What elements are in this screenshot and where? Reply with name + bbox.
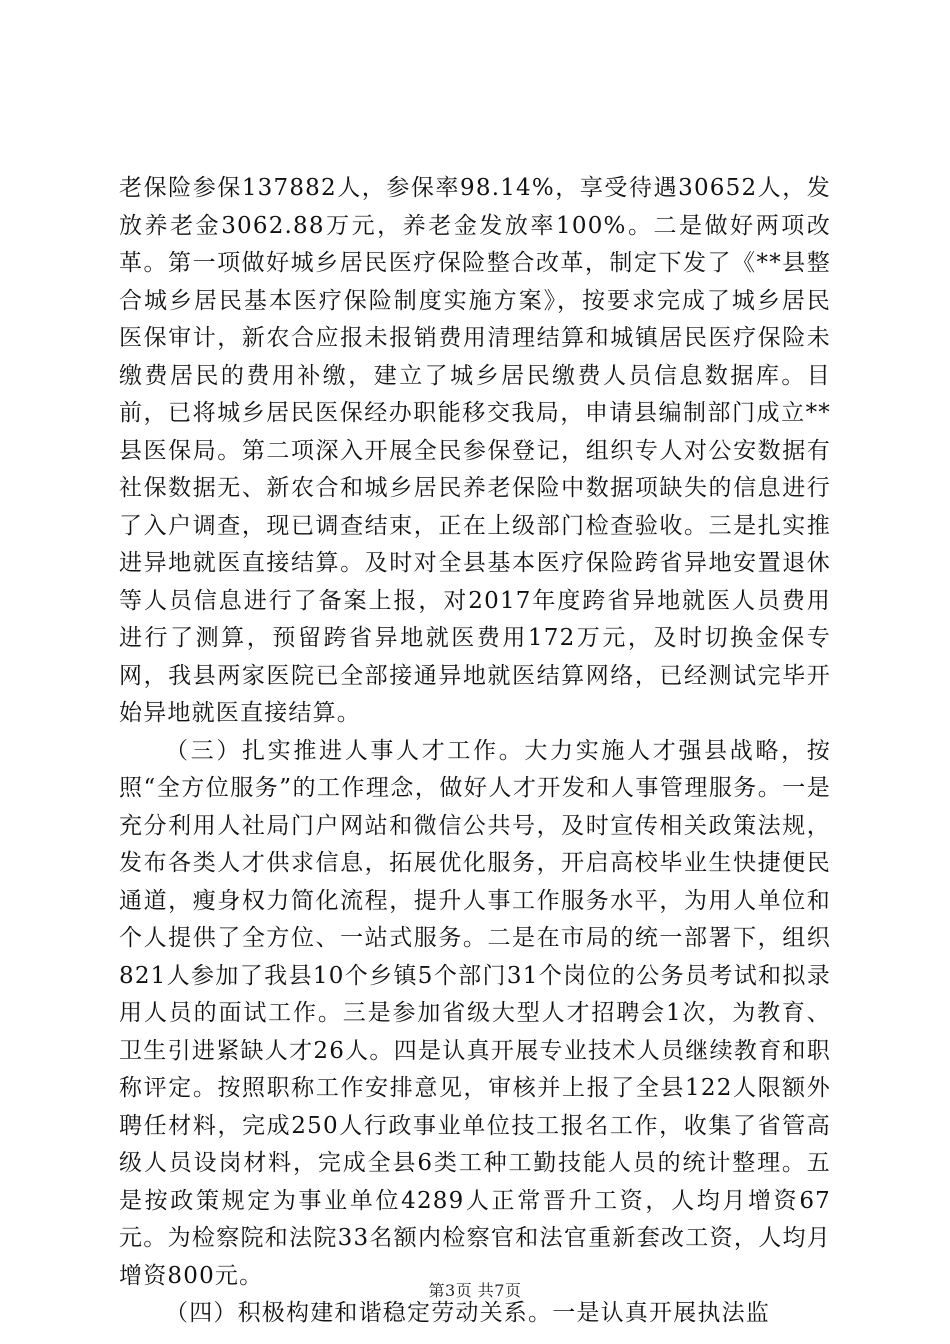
document-body [119, 170, 831, 1333]
page-footer: 第3页 共7页 [428, 1281, 522, 1300]
paragraph-personnel-talent: （三）扎实推进人事人才工作。大力实施人才强县战略，按照“全方位服务”的工作理念，做好人才开发和人事管理服务。一是充分利用人社局门户网站和微信公共号，及时宣传相关政策法规，发布各类人才供求信息，拓展优化服务，开启高校毕业生快捷便民通道，瘦身权力简化流程，提升人事工作服务水平，为用人单位和个人提供了全方位、一站式服务。二是在市局的统一部署下，组织821人参加了我县10个乡镇5个部门31个岗位的公务员考试和拟录用人员的面试工作。三是参加省级大型人才招聘会1次，为教育、卫生引进紧缺人才26人。四是认真开展专业技术人员继续教育和职称评定。按照职称工作安排意见，审核并上报了全县122人限额外聘任材料，完成250人行政事业单位技工报名工作，收集了省管高级人员设岗材料，完成全县6类工种工勤技能人员的统计整理。五是按政策规定为事业单位4289人正常晋升工资，人均月增资67元。为检察院和法院33名额内检察官和法官重新套改工资，人均月增资800元。 [119, 737, 831, 1289]
paragraph-pension-medical: 老保险参保137882人，参保率98.14%，享受待遇30652人，发放养老金3062.88万元，养老金发放率100%。二是做好两项改革。第一项做好城乡居民医疗保险整合改革，制定下发了《**县整合城乡居民基本医疗保险制度实施方案》，按要求完成了城乡居民医保审计，新农合应报未报销费用清理结算和城镇居民医疗保险未缴费居民的费用补缴，建立了城乡居民缴费人员信息数据库。目前，已将城乡居民医保经办职能移交我局，申请县编制部门成立**县医保局。第二项深入开展全民参保登记，组织专人对公安数据有社保数据无、新农合和城乡居民养老保险中数据项缺失的信息进行了入户调查，现已调查结束，正在上级部门检查验收。三是扎实推进异地就医直接结算。及时对全县基本医疗保险跨省异地安置退休等人员信息进行了备案上报，对2017年度跨省异地就医人员费用进行了测算，预留跨省异地就医费用172万元，及时切换金保专网，我县两家医院已全部接通异地就医结算网络，已经测试完毕开始异地就医直接结算。 [119, 175, 831, 726]
paragraph-labor-relations: （四）积极构建和谐稳定劳动关系。一是认真开展执法监 [165, 1300, 770, 1326]
